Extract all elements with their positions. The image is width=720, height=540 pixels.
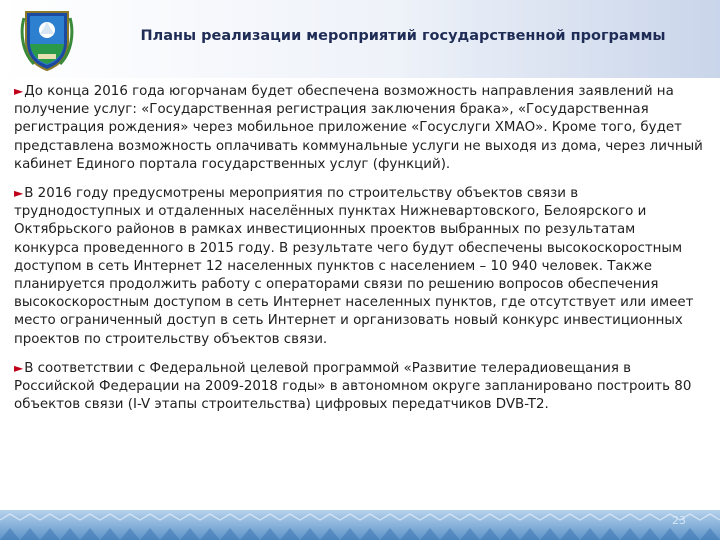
- bullet-marker: ►: [14, 360, 24, 375]
- bullet-marker: ►: [14, 84, 24, 98]
- paragraph-text: До конца 2016 года югорчанам будет обеспечена возможность направления заявлений на получение услуг: «Государственная регистрация заключения брака», «Государственная регистрация рождения» через мобильное приложение «Госуслуги ХМАО». Кроме того, будет представлена возможность оплачивать коммунальные услуги не выходя из дома, через личный кабинет Единого портала государственных услуг (функций).: [14, 84, 703, 172]
- page-number: 23: [672, 514, 686, 527]
- paragraph-text: В соответствии с Федеральной целевой программой «Развитие телерадиовещания в Российской Федерации на 2009-2018 годы» в автономном округе запланировано построить 80 объектов связи (I-V этапы строительства) цифровых передатчиков DVB-T2.: [14, 360, 692, 413]
- footer-band: [0, 510, 720, 540]
- paragraph-text: В 2016 году предусмотрены мероприятия по строительству объектов связи в труднодоступных и отдаленных населённых пунктах Нижневартовского, Белоярского и Октябрьского районов в рамках инвестиционных проектов выбранных по результатам конкурса проведенного в 2015 году. В результате чего будут обеспечены высокоскоростным доступом в сеть Интернет 12 населенных пунктов с населением – 10 940 человек. Также планируется продолжить работу с операторами связи по решению вопросов обеспечения высокоскоростным доступом в сеть Интернет населенных пунктов, где отсутствует или имеет место ограниченный доступ в сеть Интернет и организовать новый конкурс инвестиционных проектов по строительству объектов связи.: [14, 186, 694, 347]
- slide-header: [0, 0, 720, 78]
- bullet-marker: ►: [14, 186, 24, 201]
- page-title: Планы реализации мероприятий государственной программы: [140, 28, 666, 44]
- ornament-pattern: [0, 510, 720, 540]
- paragraph-3: [14, 359, 704, 415]
- slide-body: [14, 82, 704, 424]
- paragraph-2: [14, 184, 704, 349]
- paragraph-1: [14, 82, 704, 174]
- coat-of-arms-icon: [20, 8, 74, 72]
